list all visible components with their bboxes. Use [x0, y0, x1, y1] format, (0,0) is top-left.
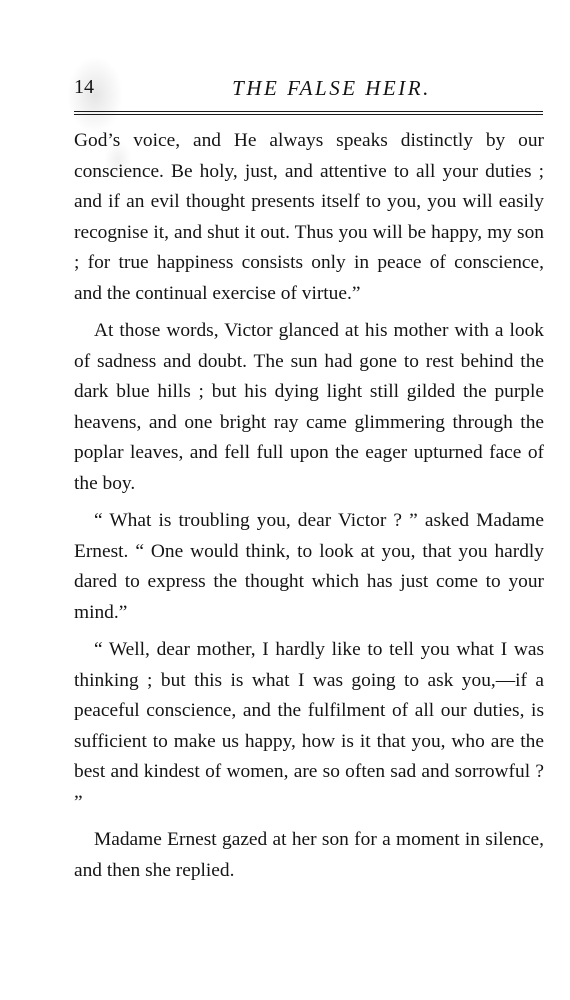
paragraph-continued: God’s voice, and He always speaks distinctly by our conscience. Be holy, just, and attentive to all your duties ; and if an evil thought presents itself to you, you will easily recognise it, and shut it out. Thus you will be happy, my son ; for true happiness consists only in peace of conscience, and the continual exercise of virtue.”	[74, 130, 544, 304]
paragraph: Madame Ernest gazed at her son for a moment in silence, and then she replied.	[74, 829, 544, 881]
page-header	[74, 72, 544, 104]
paragraph: At those words, Victor glanced at his mother with a look of sadness and doubt. The sun had gone to rest behind the dark blue hills ; but his dying light still gilded the purple heavens, and one bright ray came glimmering through the poplar leaves, and fell full upon the eager upturned face of the boy.	[74, 320, 544, 494]
paragraph: “ What is troubling you, dear Victor ? ” asked Madame Ernest. “ One would think, to look at you, that you hardly dared to express the thought which has just come to your mind.”	[74, 510, 544, 623]
header-rule-double	[74, 114, 543, 115]
header-rule	[74, 111, 543, 112]
paragraph: “ Well, dear mother, I hardly like to tell you what I was thinking ; but this is what I was going to ask you,—if a peaceful conscience, and the fulfilment of all our duties, is sufficient to make us happy, how is it that you, who are the best and kindest of women, are so often sad and sorrowful ? ”	[74, 639, 544, 813]
page-number: 14	[74, 76, 94, 98]
body-text	[74, 126, 544, 893]
running-title: THE FALSE HEIR.	[232, 76, 431, 100]
